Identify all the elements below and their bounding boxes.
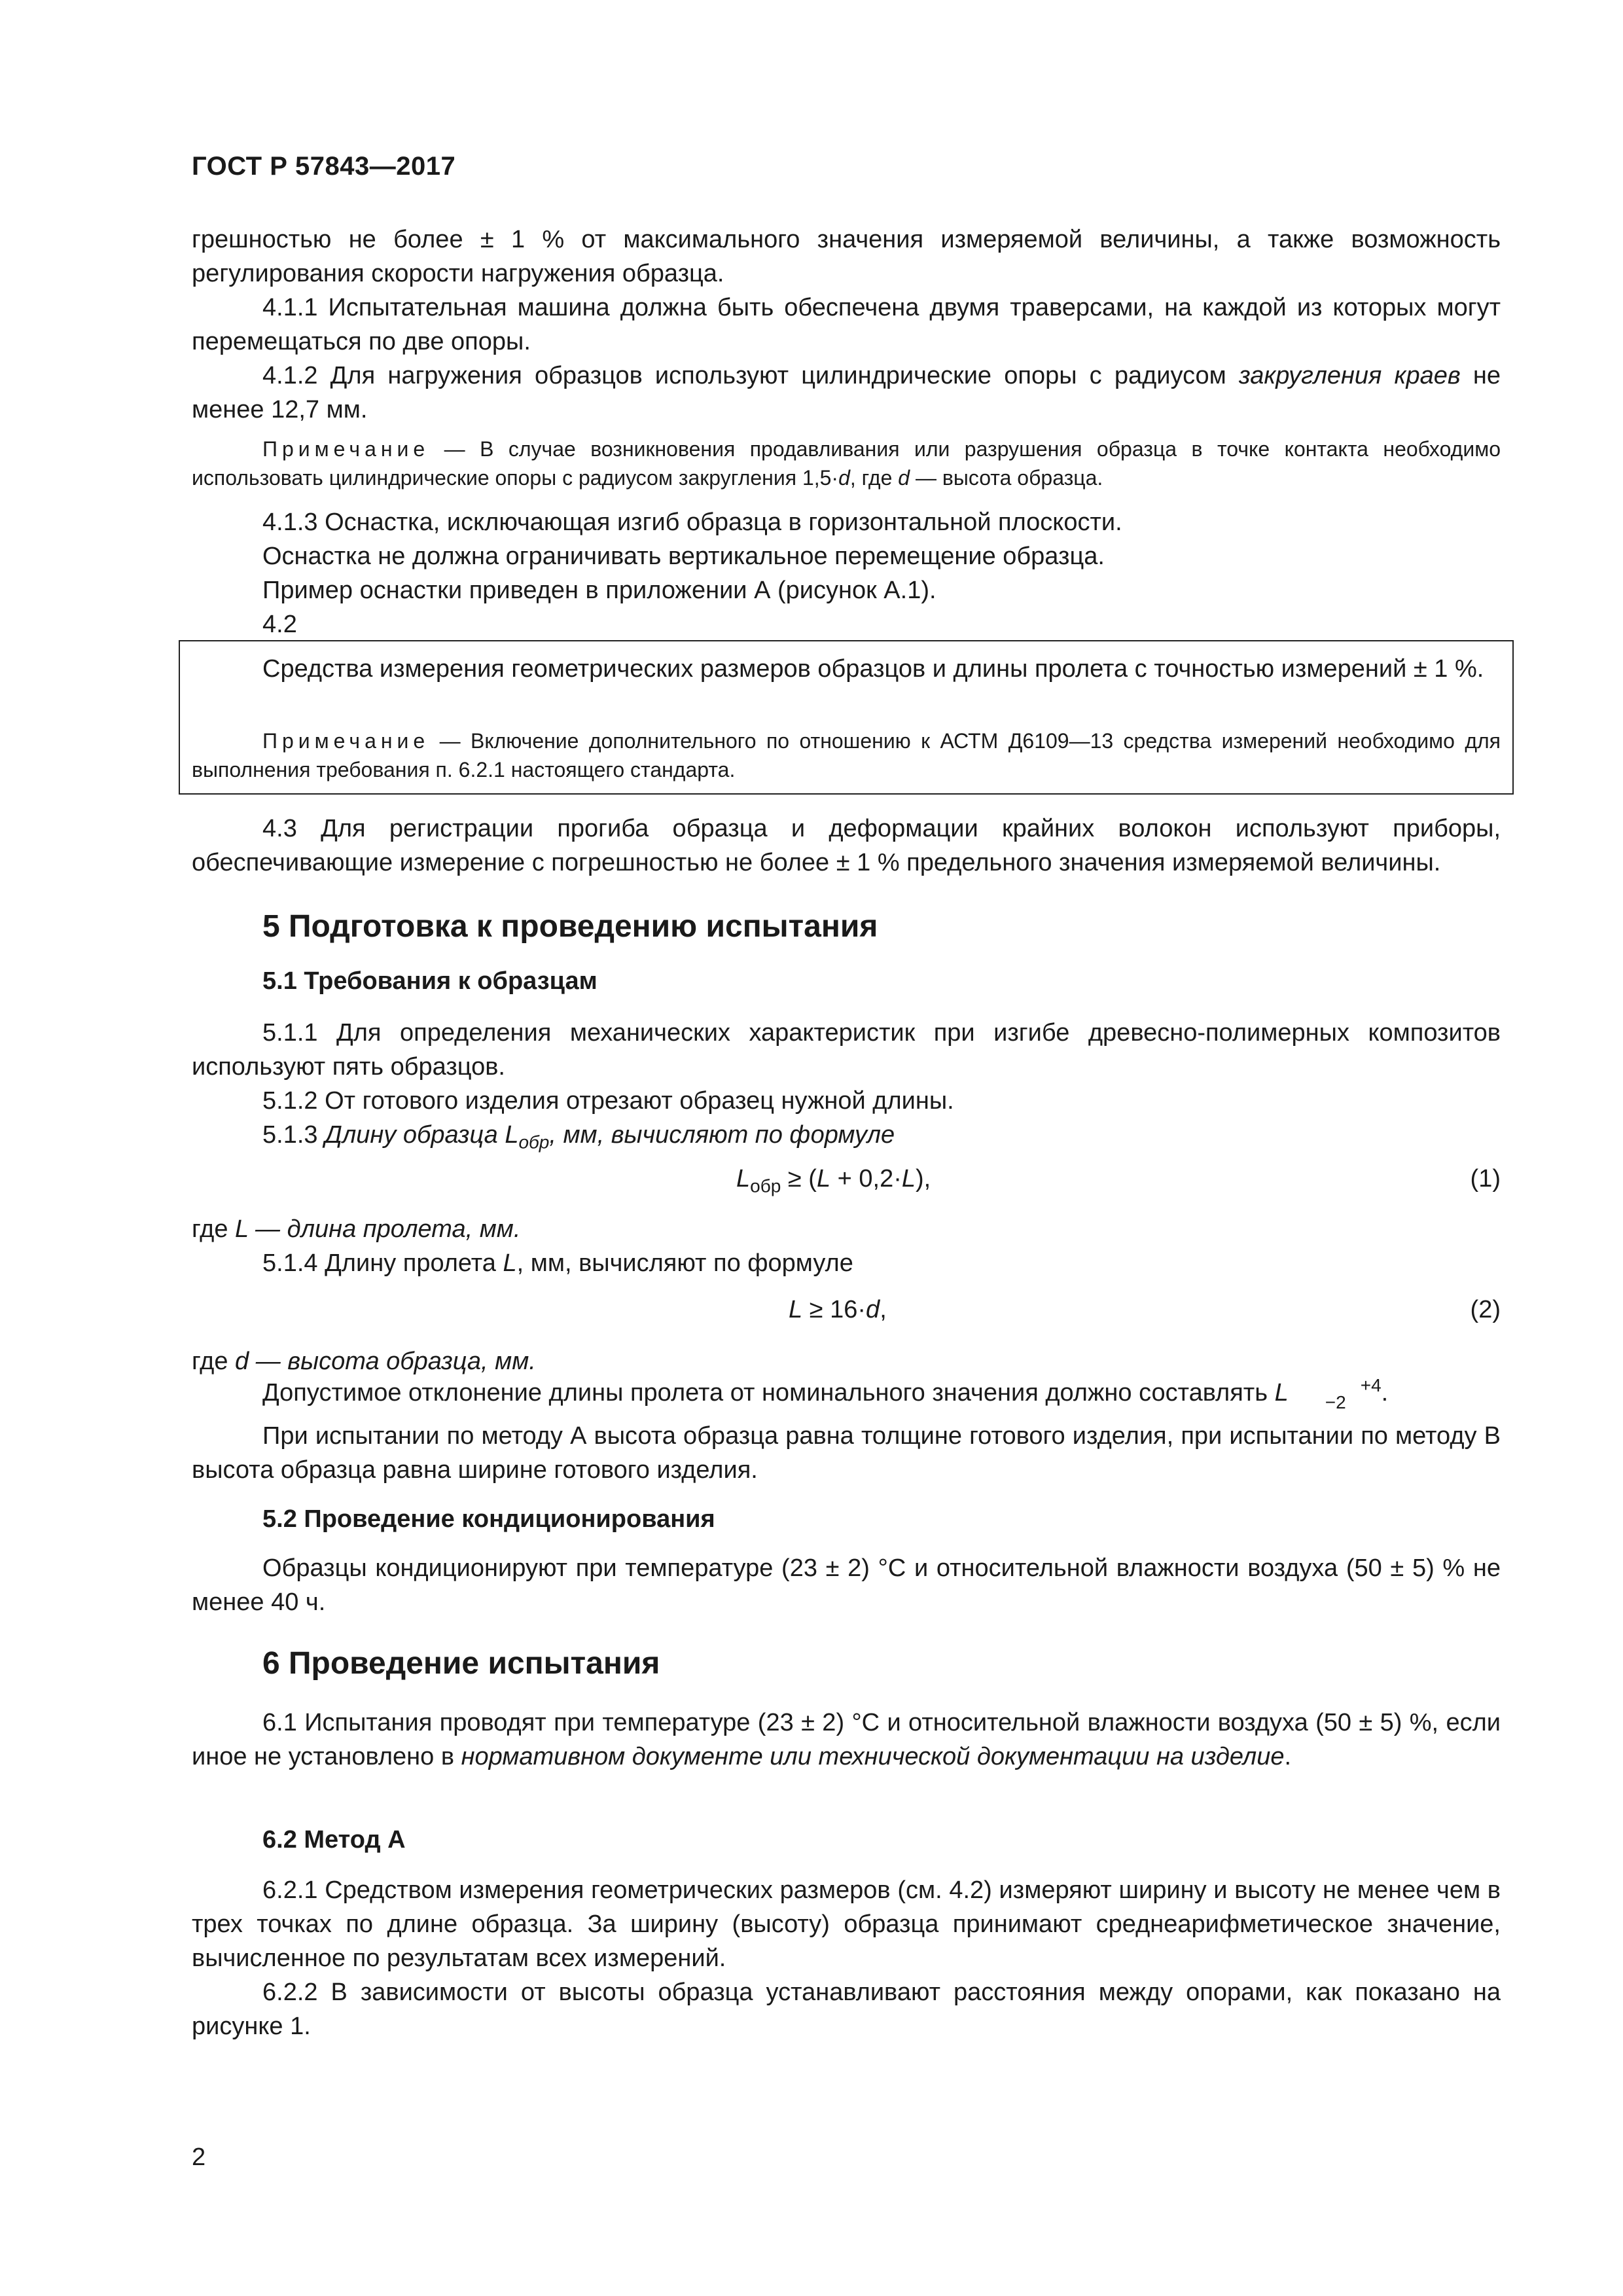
formula-2-end: , bbox=[880, 1296, 887, 1323]
formula-1 bbox=[736, 1165, 931, 1197]
tolerance-text: Допустимое отклонение длины пролета от номинального значения должно составлять bbox=[262, 1379, 1275, 1407]
note-label: Примечание bbox=[262, 437, 430, 461]
note-text-b: , где bbox=[849, 466, 899, 490]
paragraph-5-1-4-L: L bbox=[503, 1249, 517, 1277]
tolerance-L: L bbox=[1274, 1379, 1289, 1407]
paragraph-4-1-2-italic: закругления краев bbox=[1238, 362, 1461, 389]
where-1-a: где bbox=[192, 1215, 236, 1243]
formula-2-rest: ≥ 16· bbox=[802, 1296, 866, 1323]
tolerance-end: . bbox=[1381, 1379, 1389, 1407]
paragraph-6-1-italic: нормативном документе или технической документации на изделие bbox=[461, 1743, 1285, 1770]
note-4-1-2 bbox=[192, 435, 1501, 492]
note-text-c: — высота образца. bbox=[910, 466, 1103, 490]
page-number: 2 bbox=[192, 2144, 206, 2171]
paragraph-5-1-4 bbox=[192, 1246, 1501, 1280]
section-5-heading: 5 Подготовка к проведению испытания bbox=[262, 909, 878, 944]
paragraph-5-1-3-l: Длину образца L bbox=[325, 1121, 519, 1149]
paragraph-6-1-c: . bbox=[1284, 1743, 1292, 1770]
paragraph-4-1-1: 4.1.1 Испытательная машина должна быть обеспечена двумя траверсами, на каждой из которых могут перемещаться по две опоры. bbox=[192, 294, 1501, 355]
where-1 bbox=[192, 1212, 1501, 1246]
paragraph-6-1-a: 6.1 Испытания проводят при температуре (23 ± 2) °С и относительной влажности воздуха (50 ± 5) %, если иное не установлено в bbox=[192, 1709, 1501, 1770]
paragraph-4-1-3-c: Пример оснастки приведен в приложении А (рисунок А.1). bbox=[262, 577, 936, 604]
paragraph-4-1-3: 4.1.3 Оснастка, исключающая изгиб образца в горизонтальной плоскости. bbox=[262, 509, 1122, 536]
where-2-a: где bbox=[192, 1348, 236, 1375]
note-var-d: d bbox=[838, 466, 850, 490]
note-var-d2: d bbox=[898, 466, 910, 490]
formula-2-d: d bbox=[866, 1296, 880, 1323]
where-2-b: d — высота образца, мм. bbox=[235, 1348, 536, 1375]
tolerance-upper: +4 bbox=[1360, 1374, 1382, 1395]
paragraph-continuation: грешностью не более ± 1 % от максимального значения измеряемой величины, а также возможность регулирования скорости нагружения образца. bbox=[192, 226, 1501, 287]
formula-2 bbox=[789, 1296, 887, 1324]
formula-1-number: (1) bbox=[1470, 1165, 1501, 1193]
formula-1-L: L bbox=[736, 1165, 751, 1193]
paragraph-5-1-4-b: , мм, вычисляют по формуле bbox=[516, 1249, 853, 1277]
paragraph-4-2-number: 4.2 bbox=[262, 611, 297, 638]
paragraph-5-1-4-a: 5.1.4 Длину пролета bbox=[262, 1249, 503, 1277]
paragraph-6-2-1: 6.2.1 Средством измерения геометрических размеров (см. 4.2) измеряют ширину и высоту не менее чем в трех точках по длине образца. За ширину (высоту) образца принимают среднеарифметическое значение, вычисленное по результатам всех измерений. bbox=[192, 1876, 1501, 1972]
paragraph-4-1-2-c: не менее 12,7 мм. bbox=[192, 362, 1501, 423]
paragraph-4-1-3-b: Оснастка не должна ограничивать вертикальное перемещение образца. bbox=[262, 543, 1105, 570]
formula-1-sub: обр bbox=[750, 1175, 781, 1196]
boxed-note-label: Примечание bbox=[262, 729, 430, 753]
paragraph-5-1-3-sub: обр bbox=[518, 1132, 550, 1153]
paragraph-methods: При испытании по методу А высота образца равна толщине готового изделия, при испытании по методу В высота образца равна ширине готового изделия. bbox=[192, 1422, 1501, 1484]
paragraph-5-1-3-num: 5.1.3 bbox=[262, 1121, 325, 1149]
paragraph-5-1-3-italic bbox=[325, 1121, 895, 1153]
boxed-note bbox=[192, 726, 1501, 784]
paragraph-tolerance bbox=[192, 1376, 1501, 1411]
tolerance-lower: −2 bbox=[1325, 1391, 1346, 1412]
formula-1-c: ), bbox=[916, 1165, 931, 1193]
paragraph-5-1-3-rest: , мм, вычисляют по формуле bbox=[549, 1121, 895, 1149]
tolerance-fraction bbox=[1290, 1374, 1382, 1412]
paragraph-5-1-3 bbox=[192, 1118, 1501, 1160]
formula-1-L3: L bbox=[901, 1165, 916, 1193]
paragraph-4-1-2 bbox=[192, 359, 1501, 427]
formula-2-L: L bbox=[789, 1296, 803, 1323]
subsection-6-2-heading: 6.2 Метод А bbox=[262, 1826, 406, 1854]
formula-1-a: ≥ ( bbox=[781, 1165, 817, 1193]
paragraph-6-1 bbox=[192, 1706, 1501, 1774]
paragraph-4-1-2-a: 4.1.2 Для нагружения образцов используют цилиндрические опоры с радиусом bbox=[262, 362, 1239, 389]
where-1-b: L — длина пролета, мм. bbox=[235, 1215, 521, 1243]
where-2 bbox=[192, 1344, 1501, 1378]
note-text-a: — В случае возникновения продавливания или разрушения образца в точке контакта необходимо использовать цилиндрические опоры с радиусом закругления 1,5· bbox=[192, 437, 1501, 490]
paragraph-6-2-2: 6.2.2 В зависимости от высоты образца устанавливают расстояния между опорами, как показано на рисунке 1. bbox=[192, 1979, 1501, 2040]
paragraph-5-2: Образцы кондиционируют при температуре (23 ± 2) °С и относительной влажности воздуха (50 ± 5) % не менее 40 ч. bbox=[192, 1554, 1501, 1616]
subsection-5-1-heading: 5.1 Требования к образцам bbox=[262, 967, 597, 995]
formula-1-L2: L bbox=[816, 1165, 831, 1193]
paragraph-5-1-2: 5.1.2 От готового изделия отрезают образец нужной длины. bbox=[262, 1087, 954, 1115]
subsection-5-2-heading: 5.2 Проведение кондиционирования bbox=[262, 1505, 715, 1533]
document-header: ГОСТ Р 57843—2017 bbox=[192, 152, 456, 181]
boxed-note-text: — Включение дополнительного по отношению к АСТМ Д6109—13 средства измерений необходимо для выполнения требования п. 6.2.1 настоящего стандарта. bbox=[192, 729, 1501, 781]
paragraph-5-1-1: 5.1.1 Для определения механических характеристик при изгибе древесно-полимерных композитов используют пять образцов. bbox=[192, 1019, 1501, 1081]
formula-2-number: (2) bbox=[1470, 1296, 1501, 1323]
paragraph-4-3: 4.3 Для регистрации прогиба образца и деформации крайних волокон используют приборы, обеспечивающие измерение с погрешностью не более ± 1 % предельного значения измеряемой величины. bbox=[192, 815, 1501, 876]
section-6-heading: 6 Проведение испытания bbox=[262, 1646, 660, 1681]
formula-1-b: + 0,2· bbox=[830, 1165, 902, 1193]
boxed-text: Средства измерения геометрических размеров образцов и длины пролета с точностью измерений ± 1 %. bbox=[262, 655, 1484, 683]
